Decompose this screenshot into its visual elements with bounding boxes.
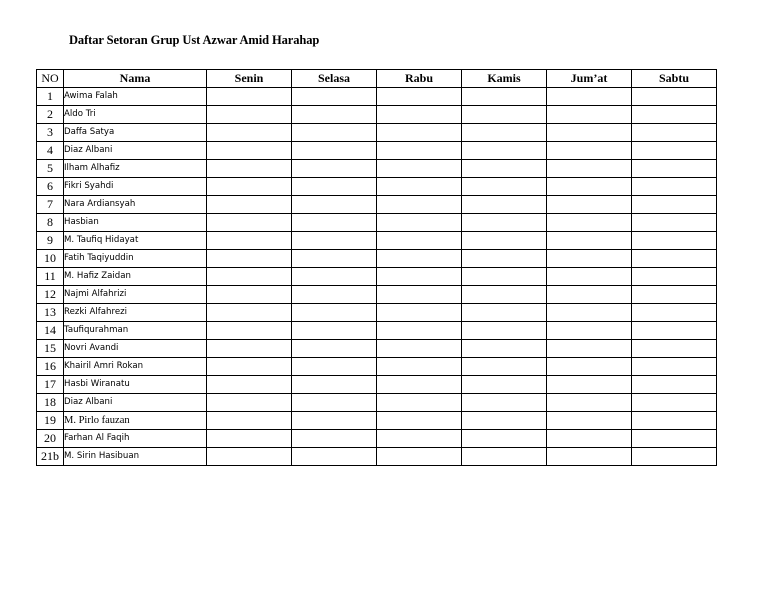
cell-jumat	[547, 88, 632, 106]
table-row	[37, 232, 717, 250]
row-number: 18	[37, 394, 64, 412]
cell-jumat	[547, 394, 632, 412]
cell-sabtu	[632, 304, 717, 322]
cell-rabu	[377, 448, 462, 466]
cell-sabtu	[632, 160, 717, 178]
student-name: Novri Avandi	[64, 340, 207, 358]
cell-rabu	[377, 268, 462, 286]
cell-rabu	[377, 178, 462, 196]
header-no: NO	[37, 70, 64, 88]
cell-senin	[207, 124, 292, 142]
table-row	[37, 322, 717, 340]
attendance-table	[36, 69, 717, 466]
cell-rabu	[377, 322, 462, 340]
table-row	[37, 250, 717, 268]
cell-rabu	[377, 394, 462, 412]
cell-senin	[207, 160, 292, 178]
cell-jumat	[547, 304, 632, 322]
row-number: 12	[37, 286, 64, 304]
cell-senin	[207, 196, 292, 214]
cell-selasa	[292, 124, 377, 142]
cell-kamis	[462, 448, 547, 466]
row-number: 10	[37, 250, 64, 268]
cell-sabtu	[632, 88, 717, 106]
cell-kamis	[462, 178, 547, 196]
cell-senin	[207, 430, 292, 448]
cell-rabu	[377, 124, 462, 142]
cell-selasa	[292, 448, 377, 466]
student-name: Khairil Amri Rokan	[64, 358, 207, 376]
row-number: 17	[37, 376, 64, 394]
table-row	[37, 178, 717, 196]
cell-selasa	[292, 304, 377, 322]
cell-kamis	[462, 394, 547, 412]
student-name: Daffa Satya	[64, 124, 207, 142]
cell-sabtu	[632, 106, 717, 124]
student-name: Nara Ardiansyah	[64, 196, 207, 214]
table-row	[37, 196, 717, 214]
cell-jumat	[547, 358, 632, 376]
table-row	[37, 448, 717, 466]
cell-kamis	[462, 304, 547, 322]
cell-selasa	[292, 358, 377, 376]
cell-rabu	[377, 142, 462, 160]
header-kamis: Kamis	[462, 70, 547, 88]
table-row	[37, 160, 717, 178]
table-row	[37, 394, 717, 412]
row-number: 1	[37, 88, 64, 106]
cell-jumat	[547, 142, 632, 160]
cell-rabu	[377, 196, 462, 214]
cell-jumat	[547, 250, 632, 268]
cell-jumat	[547, 430, 632, 448]
row-number: 8	[37, 214, 64, 232]
cell-selasa	[292, 250, 377, 268]
cell-rabu	[377, 358, 462, 376]
cell-senin	[207, 412, 292, 430]
student-name: Farhan Al Faqih	[64, 430, 207, 448]
student-name: M. Hafiz Zaidan	[64, 268, 207, 286]
cell-kamis	[462, 124, 547, 142]
table-row	[37, 124, 717, 142]
cell-kamis	[462, 268, 547, 286]
cell-selasa	[292, 160, 377, 178]
cell-rabu	[377, 304, 462, 322]
table-row	[37, 340, 717, 358]
cell-senin	[207, 268, 292, 286]
cell-senin	[207, 304, 292, 322]
student-name: Najmi Alfahrizi	[64, 286, 207, 304]
cell-kamis	[462, 358, 547, 376]
cell-selasa	[292, 394, 377, 412]
table-row	[37, 142, 717, 160]
cell-senin	[207, 322, 292, 340]
cell-jumat	[547, 268, 632, 286]
row-number: 21b	[37, 448, 64, 466]
header-senin: Senin	[207, 70, 292, 88]
cell-sabtu	[632, 340, 717, 358]
student-name: Hasbi Wiranatu	[64, 376, 207, 394]
header-sabtu: Sabtu	[632, 70, 717, 88]
cell-jumat	[547, 286, 632, 304]
cell-kamis	[462, 340, 547, 358]
row-number: 13	[37, 304, 64, 322]
cell-selasa	[292, 178, 377, 196]
header-rabu: Rabu	[377, 70, 462, 88]
row-number: 11	[37, 268, 64, 286]
cell-sabtu	[632, 322, 717, 340]
cell-sabtu	[632, 358, 717, 376]
cell-kamis	[462, 142, 547, 160]
cell-rabu	[377, 286, 462, 304]
table-header-row	[37, 70, 717, 88]
student-name: Awima Falah	[64, 88, 207, 106]
cell-sabtu	[632, 376, 717, 394]
student-name: Hasbian	[64, 214, 207, 232]
cell-sabtu	[632, 232, 717, 250]
table-row	[37, 286, 717, 304]
cell-selasa	[292, 88, 377, 106]
cell-sabtu	[632, 394, 717, 412]
table-row	[37, 214, 717, 232]
cell-sabtu	[632, 286, 717, 304]
cell-selasa	[292, 412, 377, 430]
cell-selasa	[292, 106, 377, 124]
student-name: Fatih Taqiyuddin	[64, 250, 207, 268]
cell-jumat	[547, 448, 632, 466]
row-number: 2	[37, 106, 64, 124]
table-row	[37, 376, 717, 394]
cell-jumat	[547, 214, 632, 232]
student-name: M. Taufiq Hidayat	[64, 232, 207, 250]
table-row	[37, 88, 717, 106]
student-name: Taufiqurahman	[64, 322, 207, 340]
cell-senin	[207, 142, 292, 160]
row-number: 15	[37, 340, 64, 358]
table-row	[37, 304, 717, 322]
cell-selasa	[292, 232, 377, 250]
cell-selasa	[292, 142, 377, 160]
row-number: 4	[37, 142, 64, 160]
cell-rabu	[377, 250, 462, 268]
cell-kamis	[462, 196, 547, 214]
row-number: 19	[37, 412, 64, 430]
cell-selasa	[292, 322, 377, 340]
table-row	[37, 412, 717, 430]
cell-selasa	[292, 268, 377, 286]
header-name: Nama	[64, 70, 207, 88]
cell-jumat	[547, 376, 632, 394]
cell-senin	[207, 358, 292, 376]
table-row	[37, 430, 717, 448]
cell-sabtu	[632, 196, 717, 214]
cell-senin	[207, 376, 292, 394]
cell-selasa	[292, 376, 377, 394]
table-row	[37, 268, 717, 286]
cell-selasa	[292, 286, 377, 304]
cell-kamis	[462, 322, 547, 340]
cell-jumat	[547, 232, 632, 250]
student-name: Diaz Albani	[64, 142, 207, 160]
cell-senin	[207, 340, 292, 358]
cell-kamis	[462, 106, 547, 124]
cell-rabu	[377, 214, 462, 232]
cell-kamis	[462, 412, 547, 430]
row-number: 3	[37, 124, 64, 142]
cell-rabu	[377, 106, 462, 124]
cell-rabu	[377, 340, 462, 358]
header-selasa: Selasa	[292, 70, 377, 88]
cell-kamis	[462, 232, 547, 250]
cell-rabu	[377, 376, 462, 394]
student-name: M. Pirlo fauzan	[64, 412, 207, 430]
cell-jumat	[547, 196, 632, 214]
cell-senin	[207, 232, 292, 250]
cell-jumat	[547, 106, 632, 124]
cell-kamis	[462, 430, 547, 448]
student-name: Rezki Alfahrezi	[64, 304, 207, 322]
cell-senin	[207, 286, 292, 304]
student-name: Fikri Syahdi	[64, 178, 207, 196]
cell-kamis	[462, 214, 547, 232]
cell-jumat	[547, 340, 632, 358]
table-body	[37, 88, 717, 466]
cell-sabtu	[632, 178, 717, 196]
cell-sabtu	[632, 124, 717, 142]
cell-sabtu	[632, 142, 717, 160]
cell-rabu	[377, 232, 462, 250]
cell-senin	[207, 214, 292, 232]
cell-senin	[207, 448, 292, 466]
cell-rabu	[377, 412, 462, 430]
cell-selasa	[292, 214, 377, 232]
cell-senin	[207, 394, 292, 412]
header-jumat: Jum’at	[547, 70, 632, 88]
cell-sabtu	[632, 448, 717, 466]
row-number: 14	[37, 322, 64, 340]
cell-senin	[207, 88, 292, 106]
cell-sabtu	[632, 430, 717, 448]
cell-kamis	[462, 250, 547, 268]
student-name: M. Sirin Hasibuan	[64, 448, 207, 466]
cell-jumat	[547, 412, 632, 430]
cell-senin	[207, 106, 292, 124]
row-number: 16	[37, 358, 64, 376]
cell-kamis	[462, 88, 547, 106]
row-number: 6	[37, 178, 64, 196]
cell-kamis	[462, 376, 547, 394]
cell-kamis	[462, 286, 547, 304]
cell-kamis	[462, 160, 547, 178]
student-name: Aldo Tri	[64, 106, 207, 124]
cell-sabtu	[632, 268, 717, 286]
cell-jumat	[547, 160, 632, 178]
cell-jumat	[547, 124, 632, 142]
cell-jumat	[547, 178, 632, 196]
row-number: 9	[37, 232, 64, 250]
cell-selasa	[292, 340, 377, 358]
cell-selasa	[292, 196, 377, 214]
row-number: 20	[37, 430, 64, 448]
cell-sabtu	[632, 214, 717, 232]
table-row	[37, 358, 717, 376]
document-title: Daftar Setoran Grup Ust Azwar Amid Harahap	[69, 33, 320, 47]
cell-rabu	[377, 160, 462, 178]
cell-sabtu	[632, 412, 717, 430]
cell-senin	[207, 250, 292, 268]
student-name: Ilham Alhafiz	[64, 160, 207, 178]
cell-rabu	[377, 88, 462, 106]
student-name: Diaz Albani	[64, 394, 207, 412]
row-number: 5	[37, 160, 64, 178]
cell-sabtu	[632, 250, 717, 268]
cell-senin	[207, 178, 292, 196]
cell-rabu	[377, 430, 462, 448]
cell-jumat	[547, 322, 632, 340]
table-row	[37, 106, 717, 124]
row-number: 7	[37, 196, 64, 214]
cell-selasa	[292, 430, 377, 448]
